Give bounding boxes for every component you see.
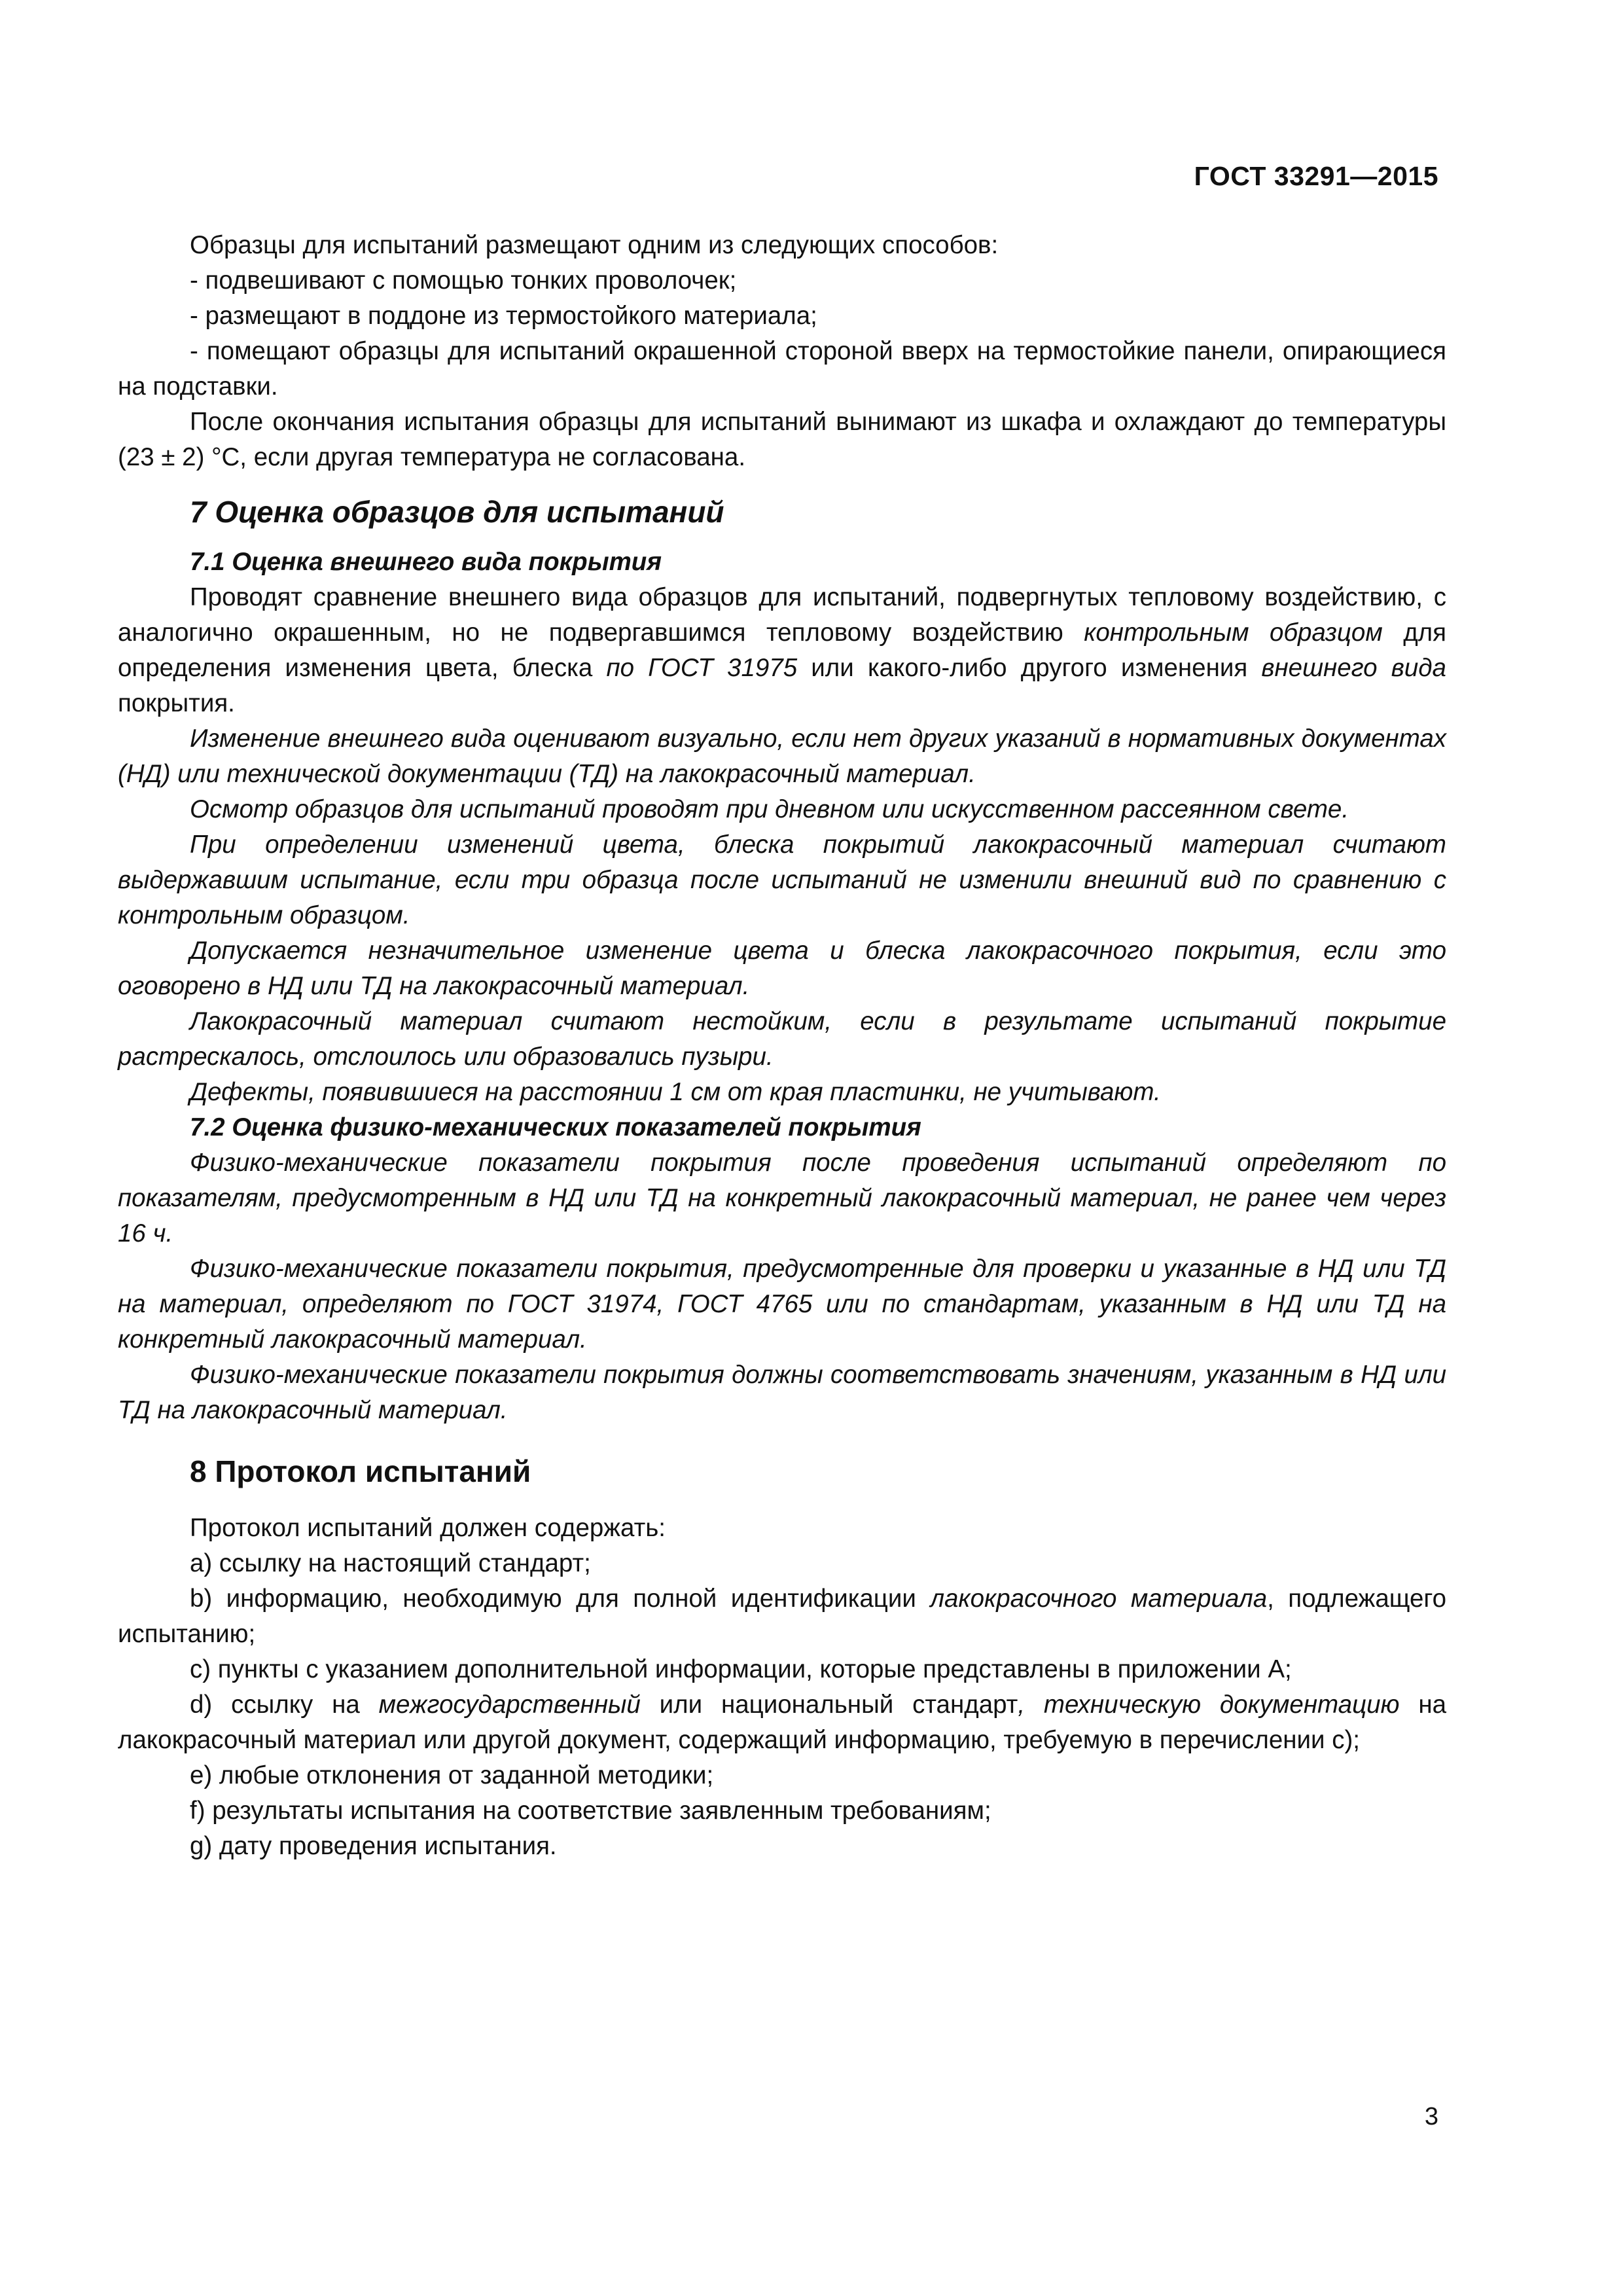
paragraph: Дефекты, появившиеся на расстоянии 1 см от края пластинки, не учитывают.: [190, 1078, 1161, 1106]
list-item: a) ссылку на настоящий стандарт;: [190, 1549, 591, 1577]
text-run: покрытия.: [118, 689, 235, 717]
paragraph: Допускается незначительное изменение цвета и блеска лакокрасочного покрытия, если это оговорено в НД или ТД на лакокрасочный материал.: [118, 937, 1446, 1000]
text-run: Проводят сравнение внешнего вида образцов для испытаний, подвергнутых тепловому воздействию, с аналогично окрашенным, но не подвергавшимся тепловому воздействию: [118, 583, 1446, 647]
paragraph: Физико-механические показатели покрытия должны соответствовать значениям, указанным в НД или ТД на лакокрасочный материал.: [118, 1361, 1446, 1424]
text-run: b) информацию, необходимую для полной идентификации: [190, 1585, 931, 1613]
section-8-heading: 8 Протокол испытаний: [190, 1454, 531, 1488]
subsection-7-1-heading: 7.1 Оценка внешнего вида покрытия: [190, 548, 662, 576]
term-technical-documentation: , техническую документацию: [1018, 1691, 1400, 1719]
list-item: f) результаты испытания на соответствие заявленным требованиям;: [190, 1797, 991, 1825]
text-run: для определения изменения цвета, блеска: [118, 619, 1446, 682]
paragraph: Лакокрасочный материал считают нестойким, если в результате испытаний покрытие растрескалось, отслоилось или образовались пузыри.: [118, 1007, 1446, 1071]
list-item: - помещают образцы для испытаний окрашенной стороной вверх на термостойкие панели, опирающиеся на подставки.: [118, 337, 1446, 401]
page-body: [118, 228, 1446, 1864]
list-item: - размещают в поддоне из термостойкого материала;: [190, 302, 817, 330]
paragraph: Образцы для испытаний размещают одним из следующих способов:: [190, 231, 999, 259]
text-run: или какого-либо другого изменения: [797, 654, 1262, 682]
paragraph: Физико-механические показатели покрытия после проведения испытаний определяют по показателям, предусмотренным в НД или ТД на конкретный лакокрасочный материал, не ранее чем через 16 ч.: [118, 1149, 1446, 1247]
text-run: d) ссылку на: [190, 1691, 379, 1719]
paragraph: [118, 580, 1446, 721]
paragraph: Изменение внешнего вида оценивают визуально, если нет других указаний в нормативных документах (НД) или технической документации (ТД) на лакокрасочный материал.: [118, 725, 1446, 788]
list-item: c) пункты с указанием дополнительной информации, которые представлены в приложении А;: [190, 1655, 1292, 1683]
text-run: на лакокрасочный материал или другой документ, содержащий информацию, требуемую в перечислении с);: [118, 1691, 1446, 1754]
paragraph: Физико-механические показатели покрытия, предусмотренные для проверки и указанные в НД или ТД на материал, определяют по ГОСТ 31974, ГОСТ 4765 или по стандартам, указанным в НД или ТД на конкретный лакокрасочный материал.: [118, 1255, 1446, 1354]
term-interstate: межгосударственный: [378, 1691, 641, 1719]
subsection-7-2-heading: 7.2 Оценка физико-механических показателей покрытия: [190, 1113, 921, 1141]
paragraph: Осмотр образцов для испытаний проводят при дневном или искусственном рассеянном свете.: [190, 795, 1349, 823]
list-item: [118, 1687, 1446, 1758]
list-item: g) дату проведения испытания.: [190, 1832, 557, 1860]
text-run: или национальный стандарт: [640, 1691, 1018, 1719]
document-id-header: ГОСТ 33291—2015: [1194, 161, 1438, 191]
term-paint-material: лакокрасочного материала: [930, 1585, 1268, 1613]
paragraph: После окончания испытания образцы для испытаний вынимают из шкафа и охлаждают до температуры (23 ± 2) °С, если другая температура не согласована.: [118, 408, 1446, 471]
paragraph: Протокол испытаний должен содержать:: [190, 1514, 666, 1542]
paragraph: При определении изменений цвета, блеска покрытий лакокрасочный материал считают выдержавшим испытание, если три образца после испытаний не изменили внешний вид по сравнению с контрольным образцом.: [118, 831, 1446, 929]
page-number: 3: [1424, 2103, 1438, 2130]
list-item: [118, 1581, 1446, 1652]
reference-gost-31975: по ГОСТ 31975: [606, 654, 798, 682]
term-appearance: внешнего вида: [1261, 654, 1446, 682]
text-run: , подлежащего испытанию;: [118, 1585, 1446, 1648]
term-control-sample: контрольным образцом: [1084, 619, 1383, 647]
section-7-heading: 7 Оценка образцов для испытаний: [190, 495, 724, 529]
list-item: e) любые отклонения от заданной методики;: [190, 1761, 714, 1789]
list-item: - подвешивают с помощью тонких проволочек;: [190, 266, 737, 295]
